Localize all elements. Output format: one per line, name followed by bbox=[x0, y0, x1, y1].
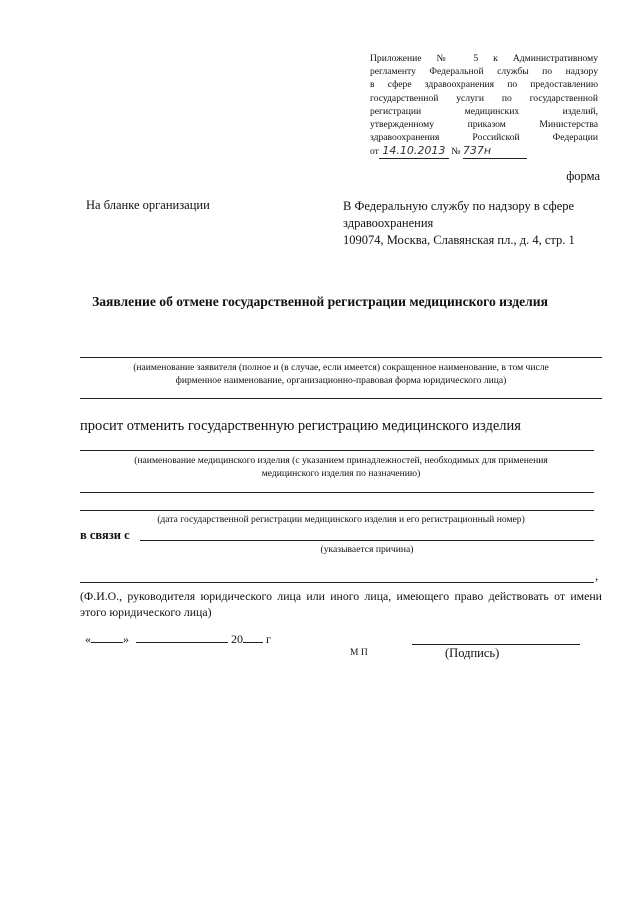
cause-field-line[interactable] bbox=[140, 540, 594, 541]
form-label: форма bbox=[566, 169, 600, 183]
year-prefix: 20 bbox=[231, 632, 243, 646]
applicant-name-field-line[interactable] bbox=[80, 357, 602, 358]
hint-line: (наименование медицинского изделия (с указанием принадлежностей, необходимых для применения bbox=[134, 455, 548, 466]
hint-line: (наименование заявителя (полное и (в случае, если имеется) сокращенное наименование, в том числе bbox=[133, 362, 549, 373]
document-title: Заявление об отмене государственной регистрации медицинского изделия bbox=[92, 294, 548, 309]
applicant-name-hint bbox=[80, 361, 602, 387]
order-date-prefix: от bbox=[370, 146, 379, 158]
appendix-line: регистрации медицинских изделий, bbox=[370, 105, 598, 117]
order-number-prefix: № bbox=[451, 146, 461, 158]
year-suffix: г bbox=[266, 632, 271, 646]
request-text: просит отменить государственную регистрацию медицинского изделия bbox=[80, 418, 521, 434]
device-name-field-line[interactable] bbox=[80, 450, 594, 451]
signature-field-line[interactable] bbox=[412, 644, 580, 645]
appendix-line: регламенту Федеральной службы по надзору bbox=[370, 66, 598, 78]
appendix-line: Приложение № 5 к Административному bbox=[370, 53, 598, 64]
hint-line: медицинского изделия по назначению) bbox=[261, 468, 421, 479]
addressee-address: 109074, Москва, Славянская пл., д. 4, стр. 1 bbox=[343, 233, 575, 247]
appendix-line: государственной услуги по государственной bbox=[370, 92, 598, 104]
addressee-line: В Федеральную службу по надзору в сфере bbox=[343, 199, 575, 213]
registration-hint: (дата государственной регистрации медицинского изделия и его регистрационный номер) bbox=[157, 514, 525, 525]
signature-label: (Подпись) bbox=[445, 646, 500, 660]
quote-open: « bbox=[85, 632, 91, 646]
cause-label: в связи с bbox=[80, 528, 130, 542]
appendix-line: в сфере здравоохранения по предоставлению bbox=[370, 79, 598, 91]
appendix-order-line bbox=[370, 144, 598, 158]
addressee-line: здравоохранения bbox=[343, 216, 434, 230]
month-field-line[interactable] bbox=[136, 642, 228, 643]
device-name-field-line-2[interactable] bbox=[80, 492, 594, 493]
cause-hint: (указывается причина) bbox=[320, 544, 414, 555]
hint-line: фирменное наименование, организационно-правовая форма юридического лица) bbox=[175, 375, 507, 386]
appendix-block bbox=[370, 52, 598, 158]
letterhead-note: На бланке организации bbox=[86, 198, 210, 212]
device-name-hint bbox=[80, 454, 602, 480]
year-field-line[interactable] bbox=[243, 642, 263, 643]
order-date-handwritten: 14.10.2013 bbox=[379, 144, 449, 158]
registration-field-line[interactable] bbox=[80, 510, 594, 511]
signer-field-line[interactable] bbox=[80, 582, 594, 583]
order-number-handwritten: 737н bbox=[463, 144, 527, 158]
applicant-name-field-line-2[interactable] bbox=[80, 398, 602, 399]
quote-close: » bbox=[123, 632, 129, 646]
date-field[interactable] bbox=[85, 632, 271, 647]
signer-description: (Ф.И.О., руководителя юридического лица или иного лица, имеющего право действовать от имени этого юридического лица) bbox=[80, 589, 602, 619]
appendix-line: здравоохранения Российской Федерации bbox=[370, 132, 598, 144]
day-field-line[interactable] bbox=[91, 642, 123, 643]
appendix-line: утвержденному приказом Министерства bbox=[370, 118, 598, 130]
signer-field-comma: , bbox=[595, 568, 599, 583]
stamp-label: М П bbox=[350, 648, 368, 658]
addressee-block bbox=[343, 198, 613, 249]
